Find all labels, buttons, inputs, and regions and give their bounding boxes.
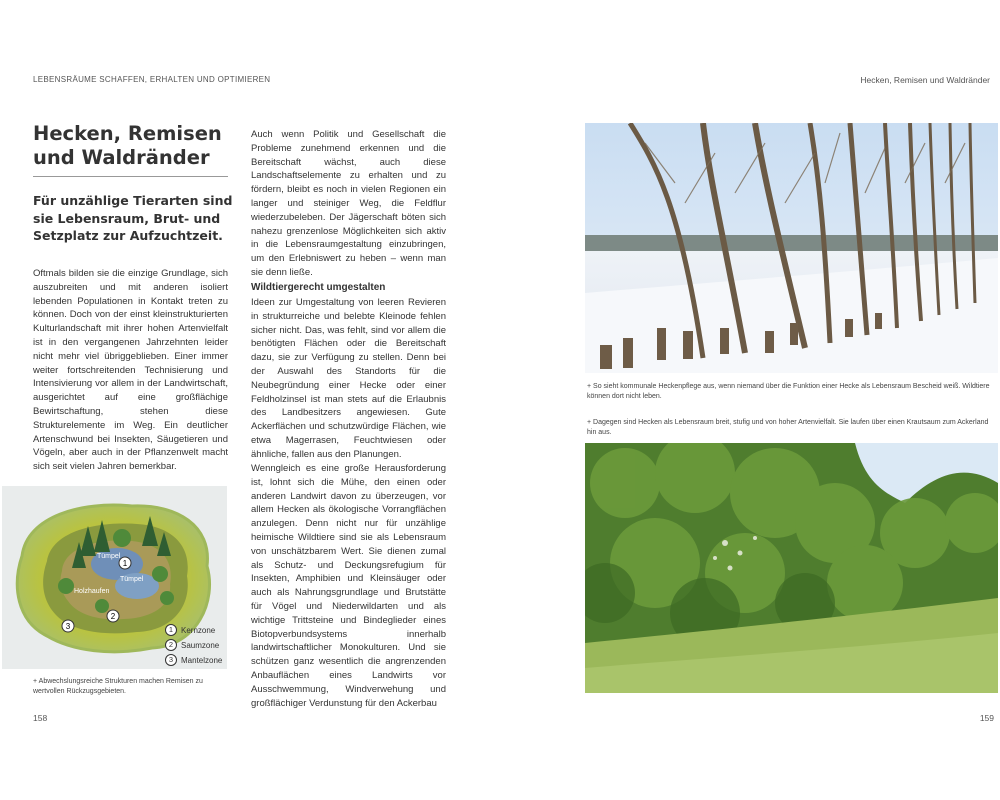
column-2-text-intro: Auch wenn Politik und Gesellschaft die Probleme zunehmend erkennen und die Bereitschaft wächst, auch diese Landschaftselemente zu erhalten und zu fördern, bleibt es noch in vielen Regionen ein langer und steiniger Weg, die Feldflur wiederzubeleben. Der Jägerschaft böten sich nahezu grenzenlose Möglichkeiten sich aktiv in die Lebensraumgestaltung einzubringen, um den Erlebniswert zu heben – wenn man sie denn ließe. [251,129,446,278]
column-1-text: Oftmals bilden sie die einzige Grundlage, sich auszubreiten und mit anderen isoliert lebenden Populationen in Kontakt treten zu können. Doch von der einst kleinstrukturierten Kulturlandschaft mit ihrer hohen Artenvielfalt ist in den vergangenen Jahrzehnten leider nicht mehr viel übriggeblieben. Einer immer weiter fortschreitenden Technisierung und Intensivierung vor allem in der Landwirtschaft, ausgerichtet auf eine großflächige Bewirtschaftung, stehen diese Strukturelemente im Weg. Ein deutlicher Artenschwund bei Insekten, Säugetieren und Vögeln, aber auch in der Pflanzenwelt macht sich seit vielen Jahren bemerkbar. [33,268,228,473]
winter-hedge-photo [585,123,998,373]
legend-item-edge: 2 Saumzone [165,639,219,651]
title-divider [33,176,228,177]
column-2-text-continued: Wenngleich es eine große Herausforderung ist, lohnt sich die Mühe, den einen oder anderen Landwirt davon zu überzeugen, vor allem Hecken als ökologische Vorrangflächen anzulegen. Denn nicht nur für unzählige heimische Wildtiere sind sie als Lebensraum von unschätzbarem Wert. Sie dienen zumal als Schutz- und Deckungsrefugium für Insekten, Amphibien und Kleinsäuger oder auch als Nahrungsgrundlage und Brutstätte für Vögel und Niederwildarten und als wichtige Trittsteine und Bindeglieder eines Biotopverbundsystems innerhalb landwirtschaftlicher Monokulturen. Und sie schützen ganz wesentlich die angrenzenden Anbauflächen eines Landwirts vor Ausschwemmung, Windverwehung und großflächiger Verdunstung für den Ackerbau [251,463,446,709]
legend-item-core: 1 Kernzone [165,624,215,636]
diagram-label-woodpile: Holzhaufen [74,588,110,595]
lead-paragraph: Für unzählige Tierarten sind sie Lebensraum, Brut- und Setzplatz zur Aufzuchtzeit. [33,193,233,243]
page-number-left: 158 [33,713,48,723]
page-title: Hecken, Remisen und Waldränder [33,122,222,169]
page-number-right: 159 [979,713,994,723]
running-head-right: Hecken, Remisen und Waldränder [860,75,990,85]
zone-marker-3: 3 [65,622,71,631]
green-hedge-photo [585,443,998,693]
legend-item-mantle: 3 Mantelzone [165,654,222,666]
zone-marker-1: 1 [122,559,128,568]
diagram-label-pond-1: Tümpel [97,553,121,560]
photo-caption-winter: + So sieht kommunale Heckenpflege aus, wenn niemand über die Funktion einer Hecke als Lebensraum Bescheid weiß. Wildtiere können dort nicht leben. [587,383,990,400]
column-2-text-section: Ideen zur Umgestaltung von leeren Revieren in strukturreiche und belebte Kleinode fehlen sicher nicht. Das, was fehlt, sind vor allem die benötigten Flächen oder die Bereitschaft dazu, sie zur Verfügung zu stellen. Denn bei der Auswahl des Standorts für die Neubegründung einer Hecke oder einer Feldholzinsel ist man stets auf die Erlaubnis des Landbesitzers angewiesen. Gute Ackerflächen und schutzwürdige Flächen, wie etwa Magerrasen, Feuchtwiesen oder ähnliche, fallen aus den Planungen. [251,297,446,460]
remise-zones-diagram [2,486,227,669]
section-subheading: Wildtiergerecht umgestalten [251,282,386,293]
diagram-caption: + Abwechslungsreiche Strukturen machen Remisen zu wertvollen Rückzugsgebieten. [33,678,203,695]
photo-caption-hedge: + Dagegen sind Hecken als Lebensraum breit, stufig und von hoher Artenvielfalt. Sie laufen über einen Krautsaum zum Ackerland hin aus. [587,419,989,436]
diagram-label-pond-2: Tümpel [120,576,144,583]
zone-marker-2: 2 [110,612,116,621]
running-head-left: LEBENSRÄUME SCHAFFEN, ERHALTEN UND OPTIMIEREN [33,75,271,84]
